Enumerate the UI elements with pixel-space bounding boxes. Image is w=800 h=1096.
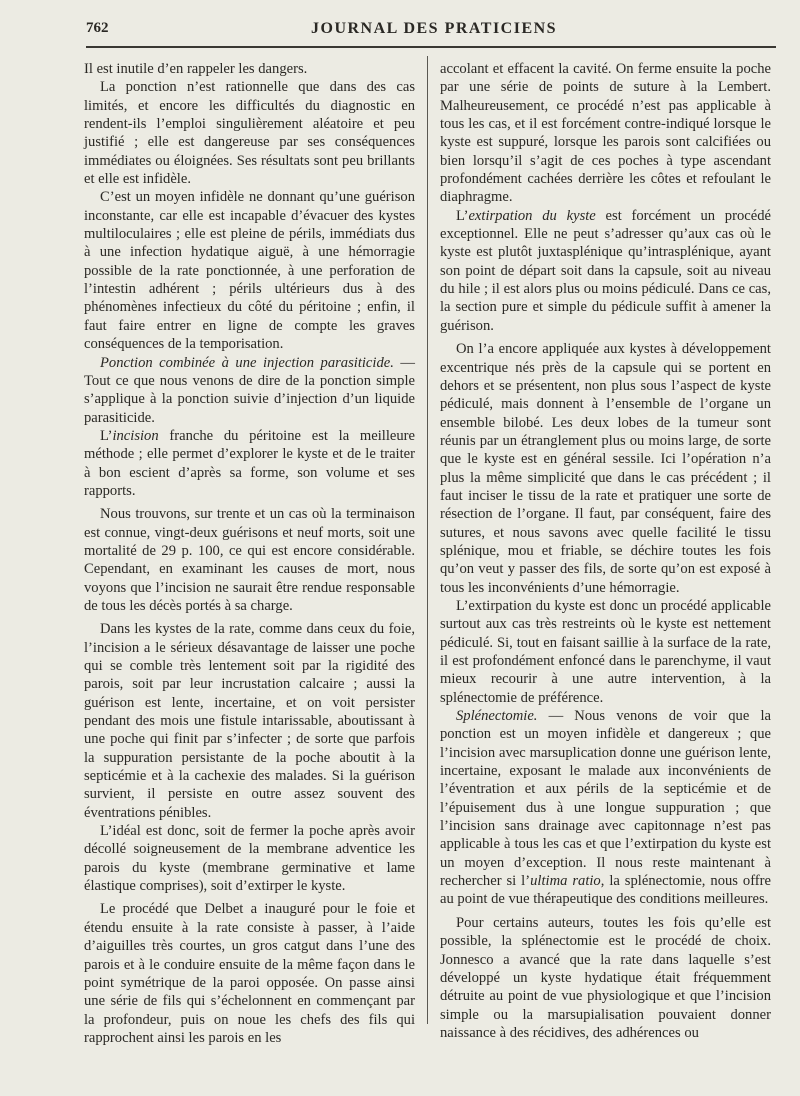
italic-heading: Ponction combinée à une injection parasiticide. <box>100 354 394 371</box>
page-number: 762 <box>86 20 109 36</box>
paragraph-text: franche du péritoine est la meilleure méthode ; elle permet d’explorer le kyste et de le traiter à bon escient d’après sa forme, son volume et ses rapports. <box>84 427 415 499</box>
paragraph: Pour certains auteurs, toutes les fois qu’elle est possible, la splénectomie est le procédé de choix. Jonnesco a avancé que la rate dans laquelle s’est développé un kyste hydatique était fréquemment détruite au point de vue physiologique et que l’incision simple ou la marsupialisation pouvaient donner naissance à des récidives, des adhérences ou <box>440 914 771 1041</box>
paragraph-text: — Nous venons de voir que la ponction est un moyen infidèle et dangereux ; que l’incision avec marsuplication donne une guérison lente, incertaine, exposant le malade aux inconvénients de l’éventration et aux périls de la septicémie et de l’épuisement dus à une longue suppuration ; que l’incision sans drainage avec capitonnage n’est pas applicable à tous les cas et que l’extirpation du kyste est un moyen d’exception. Il nous reste maintenant à rechercher si l’ <box>440 708 771 890</box>
paragraph <box>84 427 415 500</box>
right-column <box>440 60 771 1042</box>
paragraph-prefix: L’ <box>456 207 469 224</box>
header-rule <box>86 46 776 48</box>
column-divider <box>427 56 428 1024</box>
paragraph: Il est inutile d’en rappeler les dangers. <box>84 61 308 77</box>
italic-term: ultima ratio <box>530 873 601 890</box>
italic-heading: incision <box>112 427 159 444</box>
paragraph: C’est un moyen infidèle ne donnant qu’une guérison inconstante, car elle est incapable d’évacuer des kystes multiloculaires ; elle est pleine de périls, immédiats dus à une infection hydatique aiguë, à une hémorragie possible de la rate ponctionnée, à une perforation de l’intestin adhérent ; périls ultérieurs dus à des phénomènes infectieux du côté du péritoine ; enfin, il faut faire entrer en ligne de compte les graves conséquences de la temporisation. <box>84 189 415 353</box>
paragraph-text: , la splénectomie, nous offre au point de vue thérapeutique des conditions meilleures. <box>440 873 771 908</box>
italic-heading: extirpation du kyste <box>468 207 596 224</box>
paragraph: Dans les kystes de la rate, comme dans ceux du foie, l’incision a le sérieux désavantage de laisser une poche qui se comble très lentement soit par la rigidité des parois, soit par leur incrustation calcaire ; aussi la guérison est lente, incertaine, et on voit persister pendant des mois une fistule intarissable, aboutissant à une poche qui finit par s’infecter ; de sorte que parfois la suppuration persistante de la poche aboutit à la septicémie et à la cachexie des malades. Si la guérison survient, il persiste en outre assez souvent des éventrations pénibles. <box>84 621 415 821</box>
paragraph: L’extirpation du kyste est donc un procédé applicable surtout aux cas très restreints où le kyste est nettement pédiculé. Si, tout en faisant saillie à la surface de la rate, il est profondément enfoncé dans le parenchyme, il vaut mieux recourir à une autre intervention, à la splénectomie de préférence. <box>440 597 771 706</box>
paragraph: On l’a encore appliquée aux kystes à développement excentrique nés près de la capsule qui se portent en dehors et se présentent, non plus sous l’aspect de kyste pédiculé, mais donnent à l’ensemble de l’organe un ensemble bilobé. Les deux lobes de la tumeur sont réunis par un étranglement plus ou moins large, de sorte que le kyste est en général sessile. Ici l’opération n’a plus la même simplicité que dans le cas précédent ; il faut inciser le tissu de la rate et pratiquer une sorte de résection de l’organe. Il faut, par conséquent, faire des sutures, et nous savons avec quelle facilité le tissu splénique, mou et friable, se déchire toutes les fois qu’on veut y passer des fils, de sorte qu’on est exposé à tous les inconvénients d’une hémorragie. <box>440 341 771 596</box>
paragraph <box>440 207 771 335</box>
paragraph-text: — Tout ce que nous venons de dire de la ponction simple s’applique à la ponction suivie d’injection d’un liquide parasiticide. <box>84 354 415 426</box>
italic-heading: Splénectomie. <box>456 708 538 725</box>
left-column <box>84 60 415 1047</box>
journal-title: JOURNAL DES PRATICIENS <box>311 20 558 37</box>
paragraph-text: est forcément un procédé exceptionnel. Elle ne peut s’adresser qu’aux cas où le kyste est plutôt juxtasplénique qu’intrasplénique, ayant son point de départ soit dans la capsule, soit au niveau du hile ; il est alors plus ou moins pédiculé. Dans ce cas, la section pure et simple du pédicule suffit à amener la guérison. <box>440 207 771 334</box>
paragraph: L’idéal est donc, soit de fermer la poche après avoir décollé soigneusement de la membrane adventice les parois du kyste (membrane germinative et lame élastique comprises), soit d’extirper le kyste. <box>84 823 415 895</box>
paragraph-prefix: L’ <box>100 427 113 444</box>
paragraph: accolant et effacent la cavité. On ferme ensuite la poche par une série de points de suture à la Lembert. Malheureusement, ce procédé n’est pas applicable à tous les cas, et il est forcément contre-indiqué lorsque le kyste est suppuré, lorsque les parois sont calcifiées ou bien lorsqu’il s’agit de ces poches à type ascendant profondément cachées derrière les côtes et refoulant le diaphragme. <box>440 61 771 206</box>
paragraph <box>84 354 415 427</box>
paragraph: La ponction n’est rationnelle que dans des cas limités, et encore les difficultés du diagnostic en rendent-ils l’emploi singulièrement aléatoire et peu justifié ; elle est dangereuse par ses conséquences immédiates ou éloignées. Ses résultats sont peu brillants et elle est infidèle. <box>84 79 415 188</box>
paragraph: Nous trouvons, sur trente et un cas où la terminaison est connue, vingt-deux guérisons et neuf morts, soit une mortalité de 29 p. 100, ce qui est encore considérable. Cependant, en examinant les causes de mort, nous voyons que l’incision ne saurait être rendue responsable de tous les décès portés à sa charge. <box>84 506 415 614</box>
paragraph <box>440 707 771 909</box>
running-header <box>86 16 776 42</box>
paragraph: Le procédé que Delbet a inauguré pour le foie et étendu ensuite à la rate consiste à passer, à l’aide d’aiguilles très courtes, un gros catgut dans l’une des parois et à le conduire ensuite de la même façon dans le point symétrique de la paroi opposée. On passe ainsi une série de fils qui s’échelonnent en commençant par la profondeur, puis on noue les chefs des fils qui rapprochent ainsi les parois en les <box>84 901 415 1046</box>
